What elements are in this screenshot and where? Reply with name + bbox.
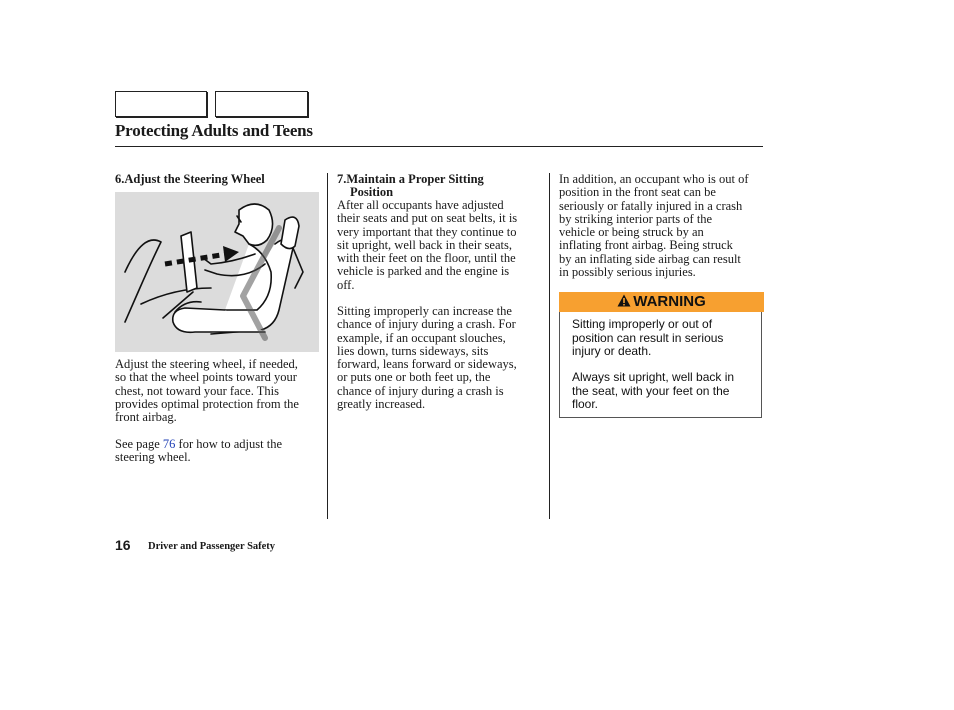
steering-body-text: Adjust the steering wheel, if needed, so that the wheel points toward your chest, not toward your face. This provides optimal protection from the front airbag. [115,357,299,425]
steering-wheel-illustration [115,192,319,352]
sitting-para-2: Sitting improperly can increase the chance of injury during a crash. For example, if an occupant slouches, lies down, turns sideways, sits forward, leans forward or sideways, or puts one or both feet up, the chance of injury during a crash is greatly increased. [337,304,517,412]
see-suffix-2: steering wheel. [115,450,191,465]
warning-text-2: Always sit upright, well back in the seat, with your feet on the floor. [572,370,735,411]
nav-tab-2[interactable] [215,91,308,117]
see-prefix: See page [115,437,163,451]
warning-label [559,292,764,312]
out-of-position-para: In addition, an occupant who is out of position in the front seat can be seriously or fatally injured in a crash by striking interior parts of the vehicle or being struck by an inflating front airbag. Being struck by an inflating side airbag can result in possibly serious injuries. [559,172,749,280]
sitting-heading-line2: Position [350,185,394,199]
section-heading-steering: 6.Adjust the Steering Wheel [115,172,265,186]
title-divider [115,146,763,147]
warning-text-1: Sitting improperly or out of position can result in serious injury or death. [572,317,724,358]
page-76-link[interactable]: 76 [162,437,176,451]
occupant-seat-drawing [115,192,319,352]
nav-tab-1[interactable] [115,91,207,117]
sitting-heading-line1: 7.Maintain a Proper Sitting [337,172,484,186]
page-number: 16 [115,537,131,553]
warning-text-label: WARNING [633,293,706,310]
footer-section-title: Driver and Passenger Safety [148,541,276,552]
column-divider-1 [327,173,328,519]
sitting-para-1: After all occupants have adjusted their seats and put on seat belts, it is very important that they continue to sit upright, well back in their seats, with their feet on the floor, until the vehicle is parked and the engine is off. [337,198,518,292]
page-title: Protecting Adults and Teens [115,121,313,140]
section-heading-sitting [337,173,484,199]
see-suffix-1: for how to adjust the [175,437,282,451]
warning-triangle-icon [617,294,631,307]
see-page-text [115,438,325,465]
column-divider-2 [549,173,550,519]
